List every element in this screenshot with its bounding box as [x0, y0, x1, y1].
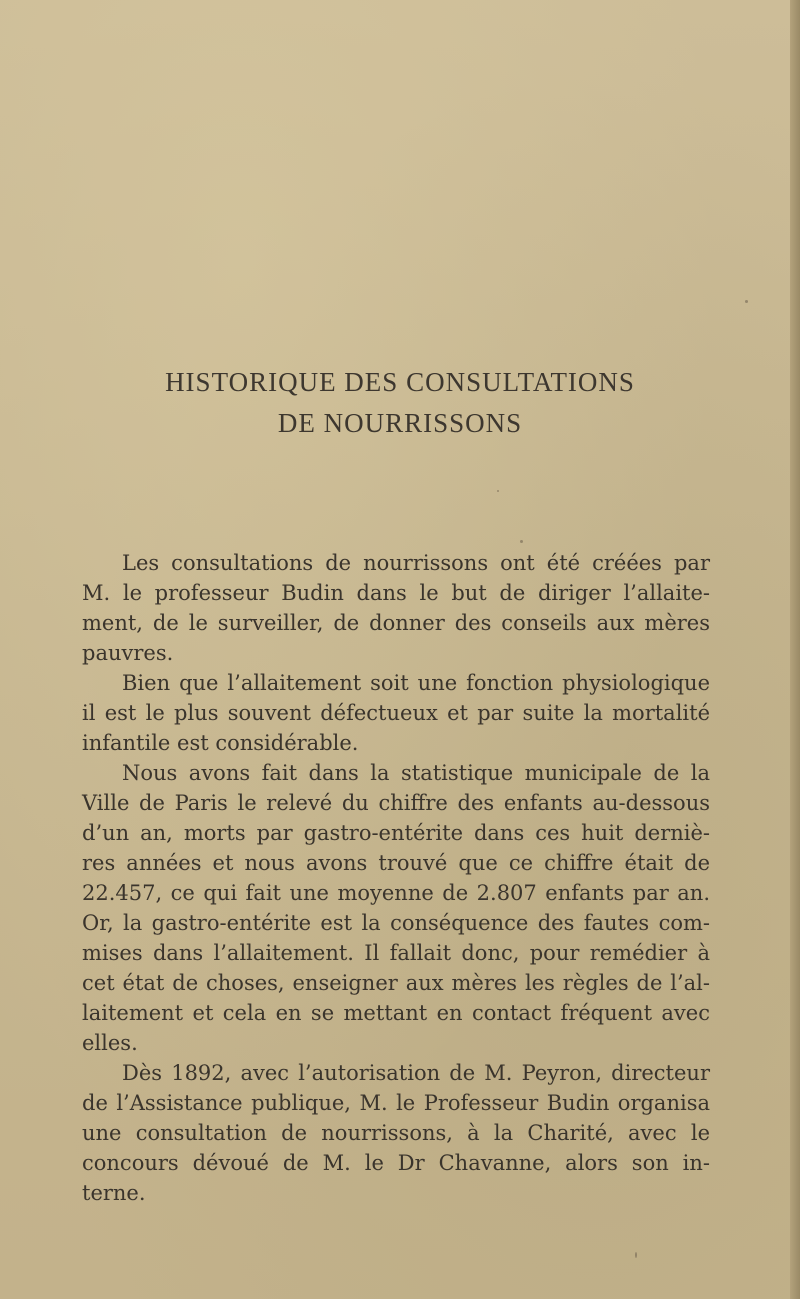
text-line: Ville de Paris le relevé du chiffre des enfants au-dessous	[82, 791, 710, 815]
paper-speck	[520, 540, 523, 543]
text-line: pauvres.	[82, 641, 174, 665]
text-line: Les consultations de nourrissons ont été créées par	[122, 551, 710, 575]
text-line: M. le professeur Budin dans le but de diriger l’allaite-	[82, 581, 710, 605]
text-line: de l’Assistance publique, M. le Professeur Budin organisa	[82, 1091, 710, 1115]
text-line: d’un an, morts par gastro-entérite dans ces huit derniè-	[82, 821, 710, 845]
paper-speck	[745, 300, 748, 303]
text-line: Or, la gastro-entérite est la conséquence des fautes com-	[82, 911, 710, 935]
text-line: res années et nous avons trouvé que ce chiffre était de	[82, 851, 710, 875]
text-line: infantile est considérable.	[82, 731, 359, 755]
body-text	[82, 548, 710, 1208]
text-line: il est le plus souvent défectueux et par suite la mortalité	[82, 701, 710, 725]
text-line: laitement et cela en se mettant en contact fréquent avec	[82, 1001, 710, 1025]
page-title-line-2: DE NOURRISSONS	[277, 408, 523, 438]
text-line: Nous avons fait dans la statistique municipale de la	[122, 761, 710, 785]
text-line: une consultation de nourrissons, à la Charité, avec le	[82, 1121, 710, 1145]
text-line: Bien que l’allaitement soit une fonction physiologique	[122, 671, 710, 695]
text-line: 22.457, ce qui fait une moyenne de 2.807 enfants par an.	[82, 881, 710, 905]
text-line: cet état de choses, enseigner aux mères les règles de l’al-	[82, 971, 710, 995]
text-line: elles.	[82, 1031, 138, 1055]
page-edge-shadow	[790, 0, 800, 1299]
text-line: concours dévoué de M. le Dr Chavanne, alors son in-	[82, 1151, 710, 1175]
text-line: mises dans l’allaitement. Il fallait donc, pour remédier à	[82, 941, 710, 965]
paper-speck	[635, 1252, 637, 1258]
paper-speck	[497, 490, 499, 492]
text-line: Dès 1892, avec l’autorisation de M. Peyron, directeur	[122, 1061, 710, 1085]
text-line: ment, de le surveiller, de donner des conseils aux mères	[82, 611, 710, 635]
text-line: terne.	[82, 1181, 146, 1205]
page-title-line-1: HISTORIQUE DES CONSULTATIONS	[165, 367, 635, 397]
